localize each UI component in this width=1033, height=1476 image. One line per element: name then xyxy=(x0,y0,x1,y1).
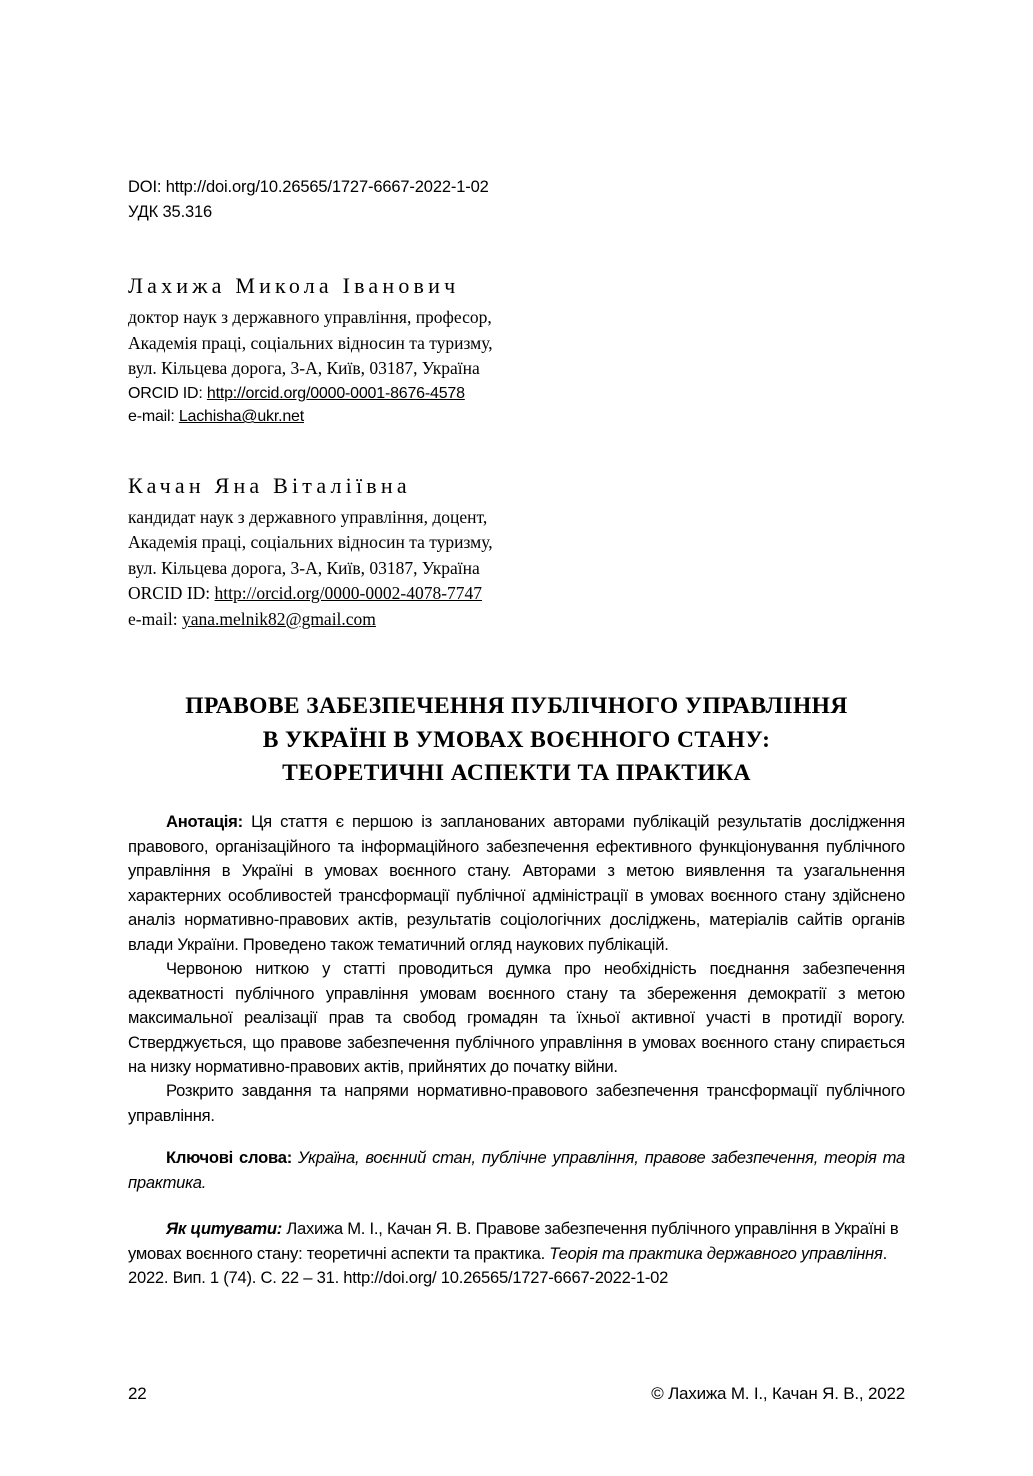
cite-journal-name: Теорія та практика державного управління xyxy=(549,1243,883,1263)
author-degree: доктор наук з державного управління, професор, xyxy=(128,307,492,328)
abstract-label: Анотація: xyxy=(166,812,243,832)
abstract-paragraph-3: Розкрито завдання та напрями нормативно-правового забезпечення трансформації публічного управління. xyxy=(128,1081,905,1125)
udk-line: УДК 35.316 xyxy=(128,203,213,222)
email-link[interactable]: yana.melnik82@gmail.com xyxy=(181,608,376,629)
keywords-section xyxy=(128,1146,905,1195)
orcid-link[interactable]: http://orcid.org/0000-0001-8676-4578 xyxy=(206,384,465,402)
keywords-text: Україна, воєнний стан, публічне управління, правове забезпечення, теорія та практика. xyxy=(128,1148,905,1192)
title-line-2: В УКРАЇНІ В УМОВАХ ВОЄННОГО СТАНУ: xyxy=(262,726,771,753)
orcid-label: ORCID ID: xyxy=(128,384,207,402)
author-email xyxy=(128,607,905,633)
author-address: вул. Кільцева дорога, 3-А, Київ, 03187, Україна xyxy=(128,557,480,578)
abstract-text-1: Ця стаття є першою із запланованих авторами публікацій результатів дослідження правового, організаційного та інформаційного забезпечення ефективного функціонування публічного управління в Україні в умовах воєнного стану. Авторами з метою виявлення та узагальнення характерних особливостей трансформації публічної адміністрації в умовах воєнного стану здійснено аналіз нормативно-правових актів, результатів соціологічних досліджень, матеріалів сайтів органів влади України. Проведено також тематичний огляд наукових публікацій. xyxy=(128,812,905,954)
keywords-label: Ключові слова: xyxy=(166,1148,292,1168)
cite-text-part-1: Лахижа М. І., Качан Я. В. Правове забезпечення публічного управління в Україні в умовах воєнного стану: теоретичні аспекти та практика. xyxy=(128,1219,899,1263)
author-address: вул. Кільцева дорога, 3-А, Київ, 03187, Україна xyxy=(128,358,480,379)
identifier-block xyxy=(128,175,905,225)
author-block-1 xyxy=(128,273,905,428)
how-to-cite-section xyxy=(128,1217,905,1290)
abstract-paragraph-1 xyxy=(128,810,905,957)
title-line-3: ТЕОРЕТИЧНІ АСПЕКТИ ТА ПРАКТИКА xyxy=(282,759,751,786)
author-affiliation: Академія праці, соціальних відносин та туризму, xyxy=(128,532,493,553)
author-orcid xyxy=(128,382,905,405)
page-footer xyxy=(128,1384,905,1404)
orcid-link[interactable]: http://orcid.org/0000-0002-4078-7747 xyxy=(214,583,483,604)
abstract-paragraph-2: Червоною ниткою у статті проводиться думка про необхідність поєднання забезпечення адекватності публічного управління умовам воєнного стану та збереження демократії з метою максимальної реалізації прав та свобод громадян та їхньої активної участі в протидії ворогу. Стверджується, що правове забезпечення публічного управління в умовах воєнного стану спирається на низку нормативно-правових актів, прийнятих до початку війни. xyxy=(128,959,905,1077)
author-degree: кандидат наук з державного управління, доцент, xyxy=(128,506,488,527)
author-name: Качан Яна Віталіївна xyxy=(128,472,411,498)
author-email xyxy=(128,405,905,428)
email-label: e-mail: xyxy=(128,408,179,426)
page-number: 22 xyxy=(128,1384,147,1403)
cite-text-part-2: . 2022. Вип. 1 (74). С. 22 – 31. http://doi.org/ 10.26565/1727-6667-2022-1-02 xyxy=(128,1243,888,1288)
email-label: e-mail: xyxy=(128,608,182,629)
title-line-1: ПРАВОВЕ ЗАБЕЗПЕЧЕННЯ ПУБЛІЧНОГО УПРАВЛІННЯ xyxy=(185,693,848,720)
author-affiliation: Академія праці, соціальних відносин та туризму, xyxy=(128,332,493,353)
cite-label: Як цитувати: xyxy=(166,1219,282,1239)
copyright-notice: © Лахижа М. І., Качан Я. В., 2022 xyxy=(651,1384,905,1403)
abstract-section xyxy=(128,810,905,1128)
doi-line: DOI: http://doi.org/10.26565/1727-6667-2022-1-02 xyxy=(128,178,489,196)
author-orcid xyxy=(128,581,905,607)
orcid-label: ORCID ID: xyxy=(128,583,215,604)
author-name: Лахижа Микола Іванович xyxy=(128,273,460,299)
page-title xyxy=(128,690,905,790)
email-link[interactable]: Lachisha@ukr.net xyxy=(178,408,304,426)
author-block-2 xyxy=(128,473,905,633)
